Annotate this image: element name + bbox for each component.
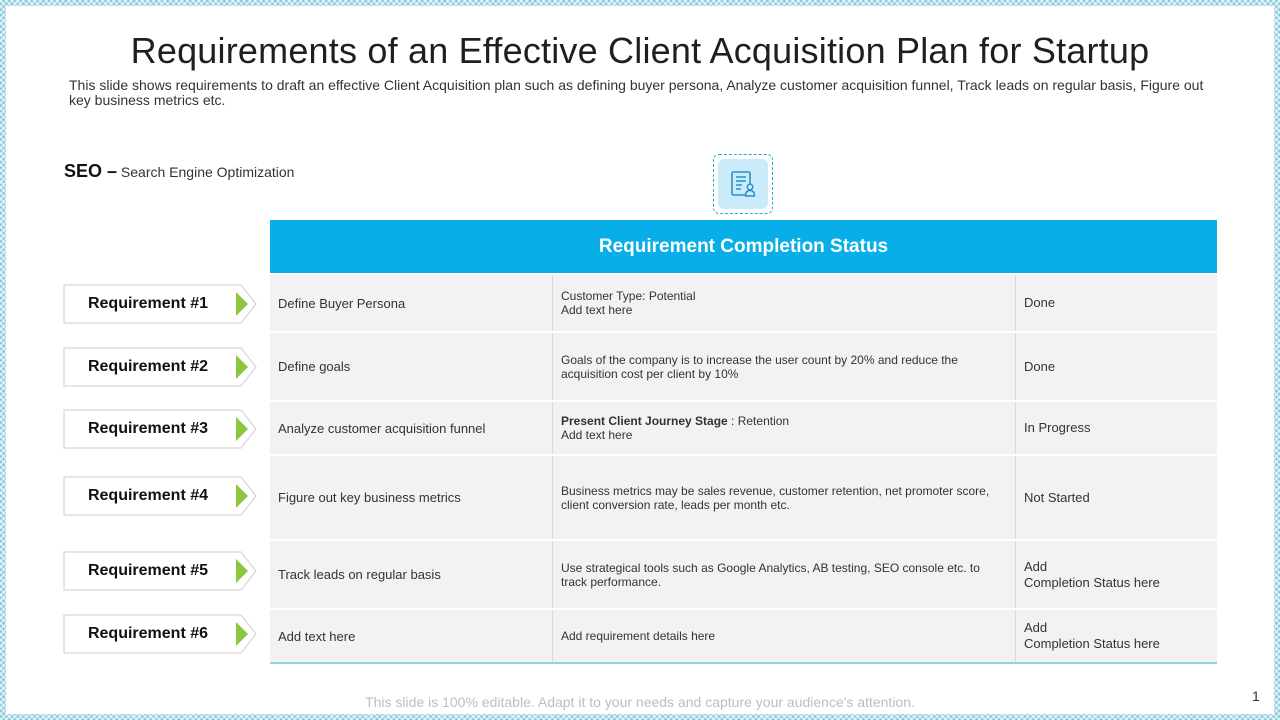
status-line1: Add bbox=[1024, 558, 1048, 574]
requirement-tag bbox=[63, 347, 258, 387]
requirement-label: Requirement #3 bbox=[87, 420, 209, 437]
requirement-name: Define goals bbox=[270, 333, 553, 400]
detail-line2: track performance. bbox=[561, 574, 662, 589]
footer-note: This slide is 100% editable. Adapt it to your needs and capture your audience's attention. bbox=[365, 694, 915, 710]
completion-status bbox=[1016, 333, 1217, 400]
table-row bbox=[270, 273, 1217, 331]
completion-status bbox=[1016, 456, 1217, 539]
completion-status bbox=[1016, 541, 1217, 608]
requirement-detail bbox=[553, 610, 1016, 662]
requirement-name: Add text here bbox=[270, 610, 553, 662]
detail-line2: Add text here bbox=[561, 303, 633, 317]
page-subtitle: This slide shows requirements to draft an effective Client Acquisition plan such as defining buyer persona, Analyze customer acquisition funnel, Track leads on regular basis, Figure out key business metrics etc. bbox=[69, 77, 1204, 108]
requirement-detail bbox=[553, 333, 1016, 400]
table-row bbox=[270, 608, 1217, 664]
detail-line1: : Retention bbox=[727, 414, 790, 428]
table-row bbox=[270, 539, 1217, 608]
completion-status bbox=[1016, 275, 1217, 331]
requirement-detail bbox=[553, 402, 1016, 454]
requirement-tag bbox=[63, 409, 258, 449]
requirement-name: Define Buyer Persona bbox=[270, 275, 553, 331]
requirement-label: Requirement #4 bbox=[87, 487, 209, 504]
detail-bold: Present Client Journey Stage bbox=[561, 414, 728, 428]
requirement-detail bbox=[553, 456, 1016, 539]
detail-line2: acquisition cost per client by 10% bbox=[561, 366, 739, 381]
requirement-name: Analyze customer acquisition funnel bbox=[270, 402, 553, 454]
status-line1: Not Started bbox=[1024, 489, 1090, 505]
detail-line1: Business metrics may be sales revenue, customer retention, net promoter score, bbox=[561, 483, 990, 498]
requirement-tag bbox=[63, 476, 258, 516]
page-title: Requirements of an Effective Client Acquisition Plan for Startup bbox=[130, 30, 1150, 71]
document-user-icon-frame bbox=[713, 154, 773, 214]
requirement-tag bbox=[63, 551, 258, 591]
seo-abbr: SEO – bbox=[64, 161, 118, 181]
requirements-table bbox=[270, 220, 1217, 664]
status-line1: In Progress bbox=[1024, 420, 1091, 435]
detail-line2: client conversion rate, leads per month etc. bbox=[561, 497, 790, 512]
requirement-label: Requirement #5 bbox=[87, 562, 209, 579]
detail-line1: Use strategical tools such as Google Analytics, AB testing, SEO console etc. to bbox=[561, 560, 980, 575]
requirement-name: Track leads on regular basis bbox=[270, 541, 553, 608]
table-row bbox=[270, 400, 1217, 454]
requirement-detail bbox=[553, 275, 1016, 331]
requirement-tag bbox=[63, 284, 258, 324]
requirement-tag bbox=[63, 614, 258, 654]
detail-line2: Add text here bbox=[561, 428, 633, 442]
status-line1: Done bbox=[1024, 358, 1056, 374]
table-row bbox=[270, 331, 1217, 400]
document-user-icon bbox=[718, 159, 768, 209]
requirement-name: Figure out key business metrics bbox=[270, 456, 553, 539]
table-header: Requirement Completion Status bbox=[270, 220, 1217, 273]
status-line2: Completion Status here bbox=[1024, 636, 1160, 651]
status-line2: Completion Status here bbox=[1024, 574, 1160, 590]
seo-full: Search Engine Optimization bbox=[120, 164, 295, 180]
status-line1: Add bbox=[1024, 620, 1048, 635]
status-line1: Done bbox=[1024, 295, 1056, 310]
page-number: 1 bbox=[1252, 688, 1260, 704]
slide bbox=[6, 6, 1274, 714]
table-row bbox=[270, 454, 1217, 539]
completion-status bbox=[1016, 402, 1217, 454]
requirement-label: Requirement #1 bbox=[87, 295, 209, 312]
detail-line1: Goals of the company is to increase the user count by 20% and reduce the bbox=[561, 352, 958, 367]
requirement-detail bbox=[553, 541, 1016, 608]
requirement-label: Requirement #6 bbox=[87, 625, 209, 642]
seo-label bbox=[64, 161, 294, 182]
completion-status bbox=[1016, 610, 1217, 662]
requirement-label: Requirement #2 bbox=[87, 358, 209, 375]
detail-line1: Customer Type: Potential bbox=[561, 289, 696, 303]
detail-line1: Add requirement details here bbox=[561, 629, 716, 643]
